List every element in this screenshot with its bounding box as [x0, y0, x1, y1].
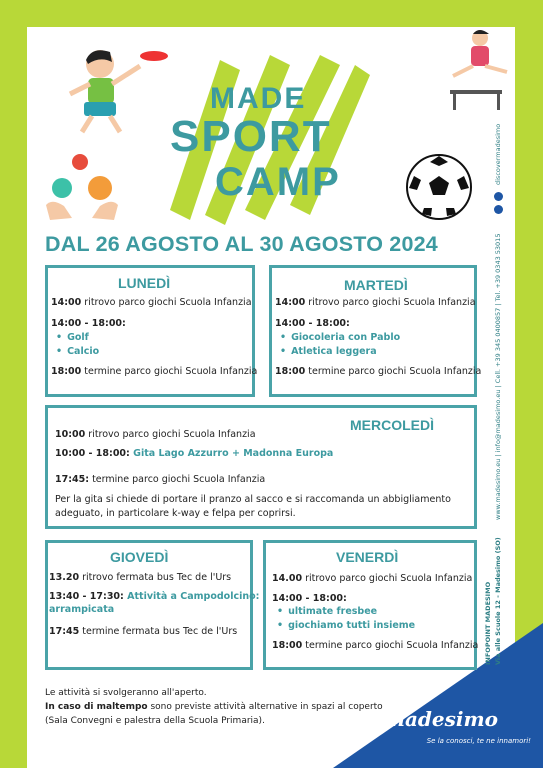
footer-line-outdoor: Le attività si svolgeranno all'aperto. [45, 688, 207, 698]
thursday-activity-climbing: arrampicata [49, 604, 115, 615]
thursday-start: 13.20 ritrovo fermata bus Tec de l'Urs [49, 572, 232, 583]
contacts-line: www.madesimo.eu | info@madesimo.eu | Cell. +39 345 0400857 | Tel. +39 0343 53015 [494, 233, 502, 520]
tuesday-start: 14:00 ritrovo parco giochi Scuola Infanzia [275, 297, 476, 308]
logo-line-camp: CAMP [215, 160, 341, 204]
thursday-slot: 13:40 - 17:30: Attività a Campodolcino: [49, 591, 260, 602]
hurdler-illustration [445, 28, 515, 113]
monday-end: 18:00 termine parco giochi Scuola Infanzia [51, 366, 258, 377]
frisbee-kid-illustration [62, 42, 172, 137]
wednesday-note-line2: adeguato, in particolare k-way e felpa per coprirsi. [55, 508, 296, 519]
friday-start: 14.00 ritrovo parco giochi Scuola Infanzia [272, 573, 473, 584]
monday-activity-calcio: • Calcio [56, 346, 99, 357]
thursday-title: GIOVEDÌ [110, 549, 169, 565]
footer-line-venue: (Sala Convegni e palestra della Scuola Primaria). [45, 716, 265, 726]
friday-end: 18:00 termine parco giochi Scuola Infanzia [272, 640, 479, 651]
instagram-icon[interactable] [494, 192, 503, 201]
friday-title: VENERDÌ [336, 549, 399, 565]
monday-activity-golf: • Golf [56, 332, 89, 343]
monday-slot: 14:00 - 18:00: [51, 318, 126, 329]
tuesday-slot: 14:00 - 18:00: [275, 318, 350, 329]
juggling-illustration [42, 150, 122, 230]
tuesday-end: 18:00 termine parco giochi Scuola Infanzia [275, 366, 482, 377]
monday-start: 14:00 ritrovo parco giochi Scuola Infanzia [51, 297, 252, 308]
wednesday-slot: 10:00 - 18:00: Gita Lago Azzurro + Madonna Europa [55, 448, 334, 459]
monday-title: LUNEDÌ [118, 275, 171, 291]
thursday-end: 17:45 termine fermata bus Tec de l'Urs [49, 626, 238, 637]
tuesday-activity-athletics: • Atletica leggera [280, 346, 377, 357]
friday-slot: 14:00 - 18:00: [272, 593, 347, 604]
madesimo-logo: madesimo [383, 707, 498, 731]
logo-line-sport: SPORT [170, 112, 332, 161]
wednesday-end: 17:45: termine parco giochi Scuola Infanzia [55, 474, 266, 485]
tuesday-activity-juggling: • Giocoleria con Pablo [280, 332, 400, 343]
footer-line-weather: In caso di maltempo sono previste attività alternative in spazi al coperto [45, 702, 383, 712]
friday-activity-frisbee: • ultimate fresbee [277, 606, 377, 617]
wednesday-title: MERCOLEDÌ [350, 417, 434, 433]
infopoint-title: INFOPOINT MADESIMO [484, 581, 492, 665]
date-range-heading: DAL 26 AGOSTO AL 30 AGOSTO 2024 [45, 232, 438, 256]
logo-line-made: MADE [210, 82, 307, 115]
facebook-icon[interactable] [494, 205, 503, 214]
friday-activity-games: • giochiamo tutti insieme [277, 620, 415, 631]
soccer-ball-illustration [404, 152, 474, 222]
madesimo-slogan: Se la conosci, te ne innamori! [426, 737, 531, 745]
infopoint-address: Via alle Scuole 12 - Madesimo (SO) [494, 537, 502, 665]
social-handle: discovermadesimo [494, 123, 502, 185]
wednesday-note-line1: Per la gita si chiede di portare il pranzo al sacco e si raccomanda un abbigliamento [55, 494, 451, 505]
wednesday-start: 10:00 ritrovo parco giochi Scuola Infanzia [55, 429, 256, 440]
tuesday-title: MARTEDÌ [344, 277, 408, 293]
